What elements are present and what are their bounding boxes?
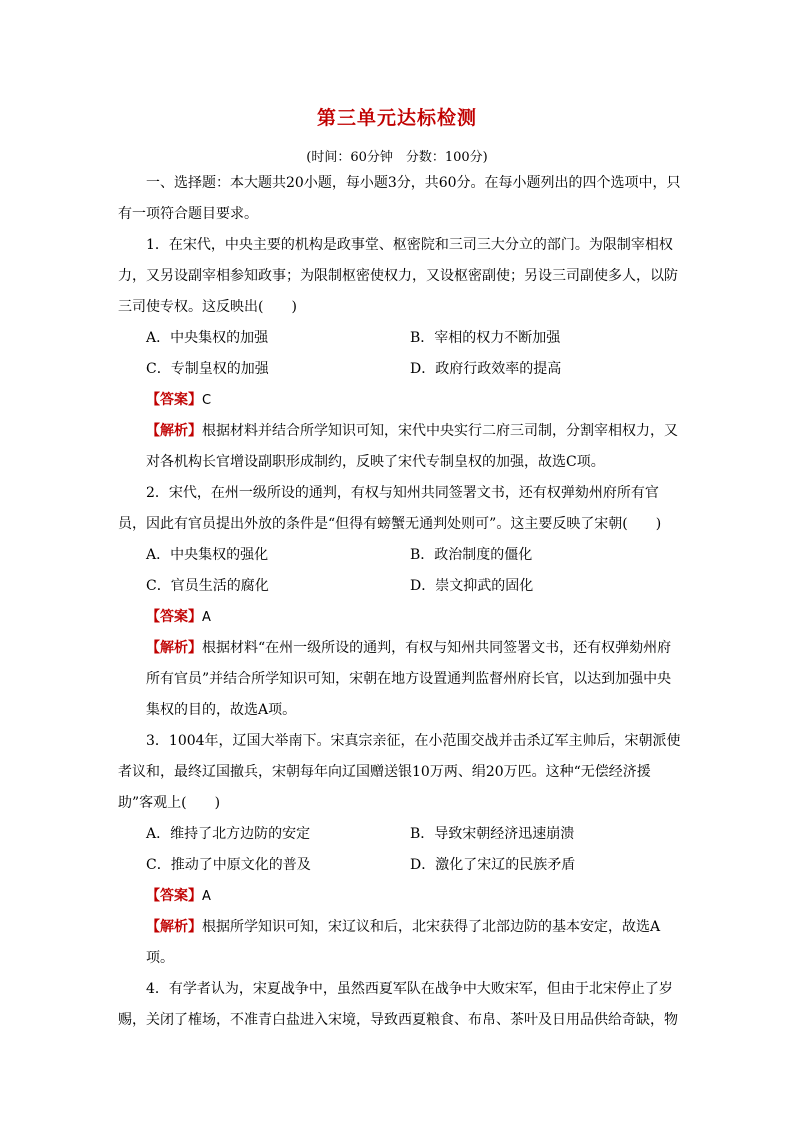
option-d: D．激化了宋辽的民族矛盾	[410, 857, 576, 873]
analysis-text: 根据所学知识可知，宋辽议和后，北宋获得了北部边防的基本安定，故选A项。	[146, 919, 661, 966]
question-stem: 2．宋代，在州一级所设的通判，有权与知州共同签署文书，还有权弹劾州府所有官员，因此有官员提出外放的条件是“但得有螃蟹无通判处则可”。这主要反映了宋朝( )	[118, 485, 662, 532]
option-c: C．推动了中原文化的普及	[146, 857, 311, 873]
answer-line	[118, 385, 684, 416]
option-b: B．宰相的权力不断加强	[410, 330, 561, 346]
option-d: D．政府行政效率的提高	[410, 361, 562, 377]
answer-line	[118, 602, 684, 633]
answer-value: C	[202, 393, 212, 408]
option-list	[118, 540, 684, 602]
analysis-text: 根据材料“在州一级所设的通判，有权与知州共同签署文书，还有权弹劾州府所有官员”并结合所学知识可知，宋朝在地方设置通判监督州府长官，以达到加强中央集权的目的，故选A项。	[146, 640, 672, 718]
option-a: A．中央集权的加强	[146, 330, 269, 346]
answer-tag: 【答案】	[146, 888, 202, 904]
question-stem: 1．在宋代，中央主要的机构是政事堂、枢密院和三司三大分立的部门。为限制宰相权力，又另设副宰相参知政事；为限制枢密使权力，又设枢密副使；另设三司副使多人，以防三司使专权。这反映出( )	[118, 237, 678, 315]
option-d: D．崇文抑武的固化	[410, 578, 534, 594]
option-list	[118, 819, 684, 881]
option-b: B．政治制度的僵化	[410, 547, 533, 563]
analysis-tag: 【解析】	[146, 423, 202, 439]
option-c: C．专制皇权的加强	[146, 361, 269, 377]
section-intro: 一、选择题：本大题共20小题，每小题3分，共60分。在每小题列出的四个选项中，只有一项符合题目要求。	[118, 175, 681, 222]
option-c: C．官员生活的腐化	[146, 578, 269, 594]
analysis-line	[118, 416, 684, 478]
analysis-tag: 【解析】	[146, 640, 202, 656]
option-b: B．导致宋朝经济迅速崩溃	[410, 826, 575, 842]
analysis-line	[118, 912, 684, 974]
document-body	[118, 168, 684, 1036]
question-stem: 3．1004年，辽国大举南下。宋真宗亲征，在小范围交战并击杀辽军主帅后，宋朝派使者议和，最终辽国撤兵，宋朝每年向辽国赠送银10万两、绢20万匹。这种“无偿经济援助”客观上( )	[118, 733, 681, 811]
answer-tag: 【答案】	[146, 609, 202, 625]
option-a: A．中央集权的强化	[146, 547, 269, 563]
analysis-text: 根据材料并结合所学知识可知，宋代中央实行二府三司制，分割宰相权力，又对各机构长官增设副职形成制约，反映了宋代专制皇权的加强，故选C项。	[146, 423, 678, 470]
analysis-tag: 【解析】	[146, 919, 202, 935]
page-title: 第三单元达标检测	[316, 107, 477, 129]
option-a: A．维持了北方边防的安定	[146, 826, 311, 842]
exam-meta: (时间：60分钟 分数：100分)	[306, 150, 488, 165]
answer-value: A	[202, 610, 211, 625]
answer-tag: 【答案】	[146, 392, 202, 408]
answer-line	[118, 881, 684, 912]
question-stem: 4．有学者认为，宋夏战争中，虽然西夏军队在战争中大败宋军，但由于北宋停止了岁赐，关闭了榷场，不准青白盐进入宋境，导致西夏粮食、布帛、茶叶及日用品供给奇缺，物	[118, 981, 678, 1028]
option-list	[118, 323, 684, 385]
answer-value: A	[202, 889, 211, 904]
analysis-line	[118, 633, 684, 726]
